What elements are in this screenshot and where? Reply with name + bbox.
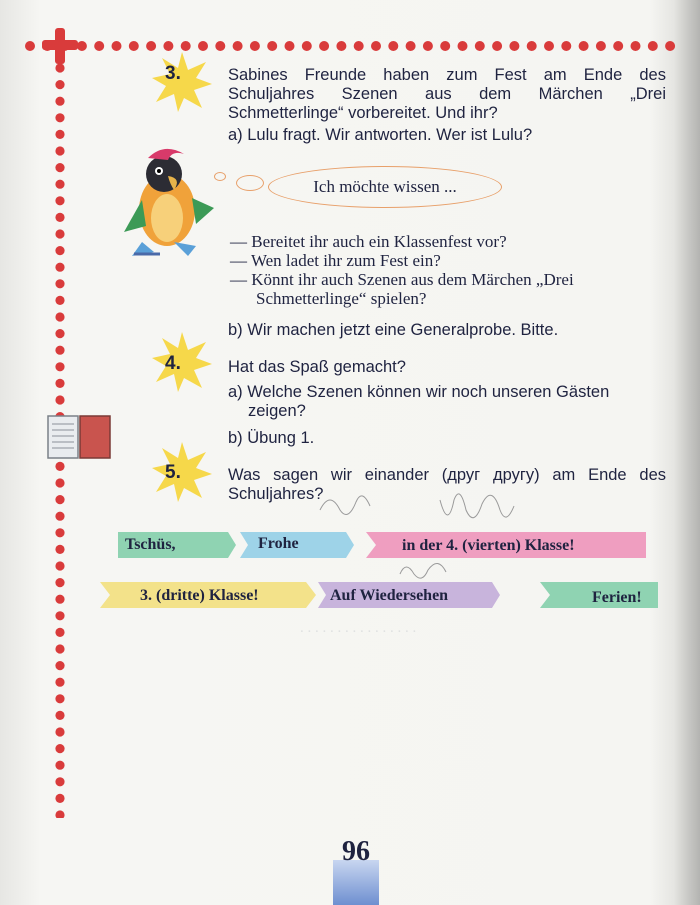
border-dot (94, 41, 104, 51)
border-dot (55, 213, 64, 222)
page-edge-shadow (674, 0, 700, 905)
border-dot (665, 41, 675, 51)
border-dot (285, 41, 295, 51)
border-dot (458, 41, 468, 51)
exercise-3-part-b: b) Wir machen jetzt eine Generalprobe. Bitte. (228, 321, 559, 339)
border-dot (55, 130, 64, 139)
sun-burst-icon (150, 50, 214, 114)
border-dot (55, 512, 64, 521)
border-dot (55, 495, 64, 504)
border-dot (55, 478, 64, 487)
exercise-5-number: 5. (165, 462, 181, 483)
border-dot (475, 41, 485, 51)
border-dot (55, 727, 64, 736)
border-dot (631, 41, 641, 51)
border-dot (55, 561, 64, 570)
sun-burst-icon (150, 330, 214, 394)
border-dot (55, 711, 64, 720)
open-book-icon (46, 412, 112, 462)
parrot-lulu-illustration (112, 140, 222, 258)
border-dot (509, 41, 519, 51)
thought-bubble-dot (214, 172, 226, 181)
border-dot (55, 263, 64, 272)
border-dot (55, 362, 64, 371)
border-dot (55, 180, 64, 189)
exercise-4-part-b: b) Übung 1. (228, 429, 315, 447)
show-through-text: . . . . . . . . . . . . . . . . (300, 620, 417, 636)
border-dot (648, 41, 658, 51)
exercise-3-part-a: a) Lulu fragt. Wir antworten. Wer ist Lulu? (228, 126, 533, 144)
phrase-strip[interactable]: in der 4. (vierten) Klasse! (402, 537, 575, 554)
border-dot (336, 41, 346, 51)
thought-bubble-text: Ich möchte wissen ... (313, 177, 457, 196)
border-dot (55, 329, 64, 338)
phrase-strip[interactable]: 3. (dritte) Klasse! (140, 587, 259, 604)
exercise-4-number: 4. (165, 353, 181, 374)
border-dot (561, 41, 571, 51)
border-dot (55, 279, 64, 288)
border-dot (55, 395, 64, 404)
border-dot (267, 41, 277, 51)
border-dot (55, 744, 64, 753)
border-dot (596, 41, 606, 51)
question-item: — Wen ladet ihr zum Fest ein? (230, 251, 441, 270)
border-dot (544, 41, 554, 51)
border-dot (354, 41, 364, 51)
border-dot (388, 41, 398, 51)
border-dot (55, 794, 64, 803)
exercise-3-number: 3. (165, 63, 181, 84)
question-list (230, 232, 574, 308)
border-dot (527, 41, 537, 51)
border-dot (55, 595, 64, 604)
border-dot (406, 41, 416, 51)
border-dot (55, 777, 64, 786)
exercise-4-text: Hat das Spaß gemacht? (228, 358, 406, 376)
border-dot (55, 63, 64, 72)
thought-bubble-dot (236, 175, 264, 191)
border-dot (302, 41, 312, 51)
border-dot (319, 41, 329, 51)
border-dot (492, 41, 502, 51)
border-dot (423, 41, 433, 51)
border-dot (112, 41, 122, 51)
thought-bubble (268, 166, 502, 208)
border-dot (215, 41, 225, 51)
border-dot (55, 80, 64, 89)
border-dot (55, 678, 64, 687)
border-dot (233, 41, 243, 51)
border-dot (613, 41, 623, 51)
border-dot (55, 761, 64, 770)
question-item: — Könnt ihr auch Szenen aus dem Märchen „Drei (230, 270, 574, 289)
border-dot (250, 41, 260, 51)
question-item: — Bereitet ihr auch ein Klassenfest vor? (230, 232, 507, 251)
border-dot (55, 578, 64, 587)
border-dot (55, 611, 64, 620)
border-dot (440, 41, 450, 51)
border-dot (55, 810, 64, 818)
border-dot (371, 41, 381, 51)
question-item: Schmetterlinge“ spielen? (256, 289, 427, 308)
border-dot (55, 229, 64, 238)
phrase-strip[interactable]: Tschüs, (125, 536, 176, 553)
sun-burst-icon (150, 440, 214, 504)
exercise-4-part-a: a) Welche Szenen können wir noch unseren Gästen zeigen? (228, 383, 610, 420)
dotted-border-top (22, 38, 677, 54)
border-dot (55, 644, 64, 653)
phrase-strip[interactable]: Frohe (258, 535, 299, 552)
border-dot (55, 379, 64, 388)
page-number: 96 (342, 836, 370, 867)
border-dot (55, 196, 64, 205)
border-dot (55, 528, 64, 537)
border-dot (129, 41, 139, 51)
border-dot (55, 113, 64, 122)
exercise-3-text: Sabines Freunde haben zum Fest am Ende des Schuljahres Szenen aus dem Märchen „Drei Schmetterlinge“ vorbereitet. Und ihr? (228, 66, 666, 122)
border-dot (55, 312, 64, 321)
border-dot (55, 246, 64, 255)
border-dot (55, 462, 64, 471)
border-dot (55, 346, 64, 355)
border-dot (55, 628, 64, 637)
exercise-5-text: Was sagen wir einander (друг другу) am Ende des Schuljahres? (228, 466, 666, 503)
border-dot (55, 146, 64, 155)
phrase-strip[interactable]: Auf Wiedersehen (330, 587, 449, 604)
corner-cross-ornament (42, 28, 78, 64)
border-dot (55, 163, 64, 172)
border-dot (55, 661, 64, 670)
border-dot (579, 41, 589, 51)
border-dot (55, 545, 64, 554)
border-dot (55, 694, 64, 703)
phrase-strip[interactable]: Ferien! (592, 589, 642, 606)
border-dot (55, 97, 64, 106)
border-dot (77, 41, 87, 51)
border-dot (55, 296, 64, 305)
border-dot (25, 41, 35, 51)
